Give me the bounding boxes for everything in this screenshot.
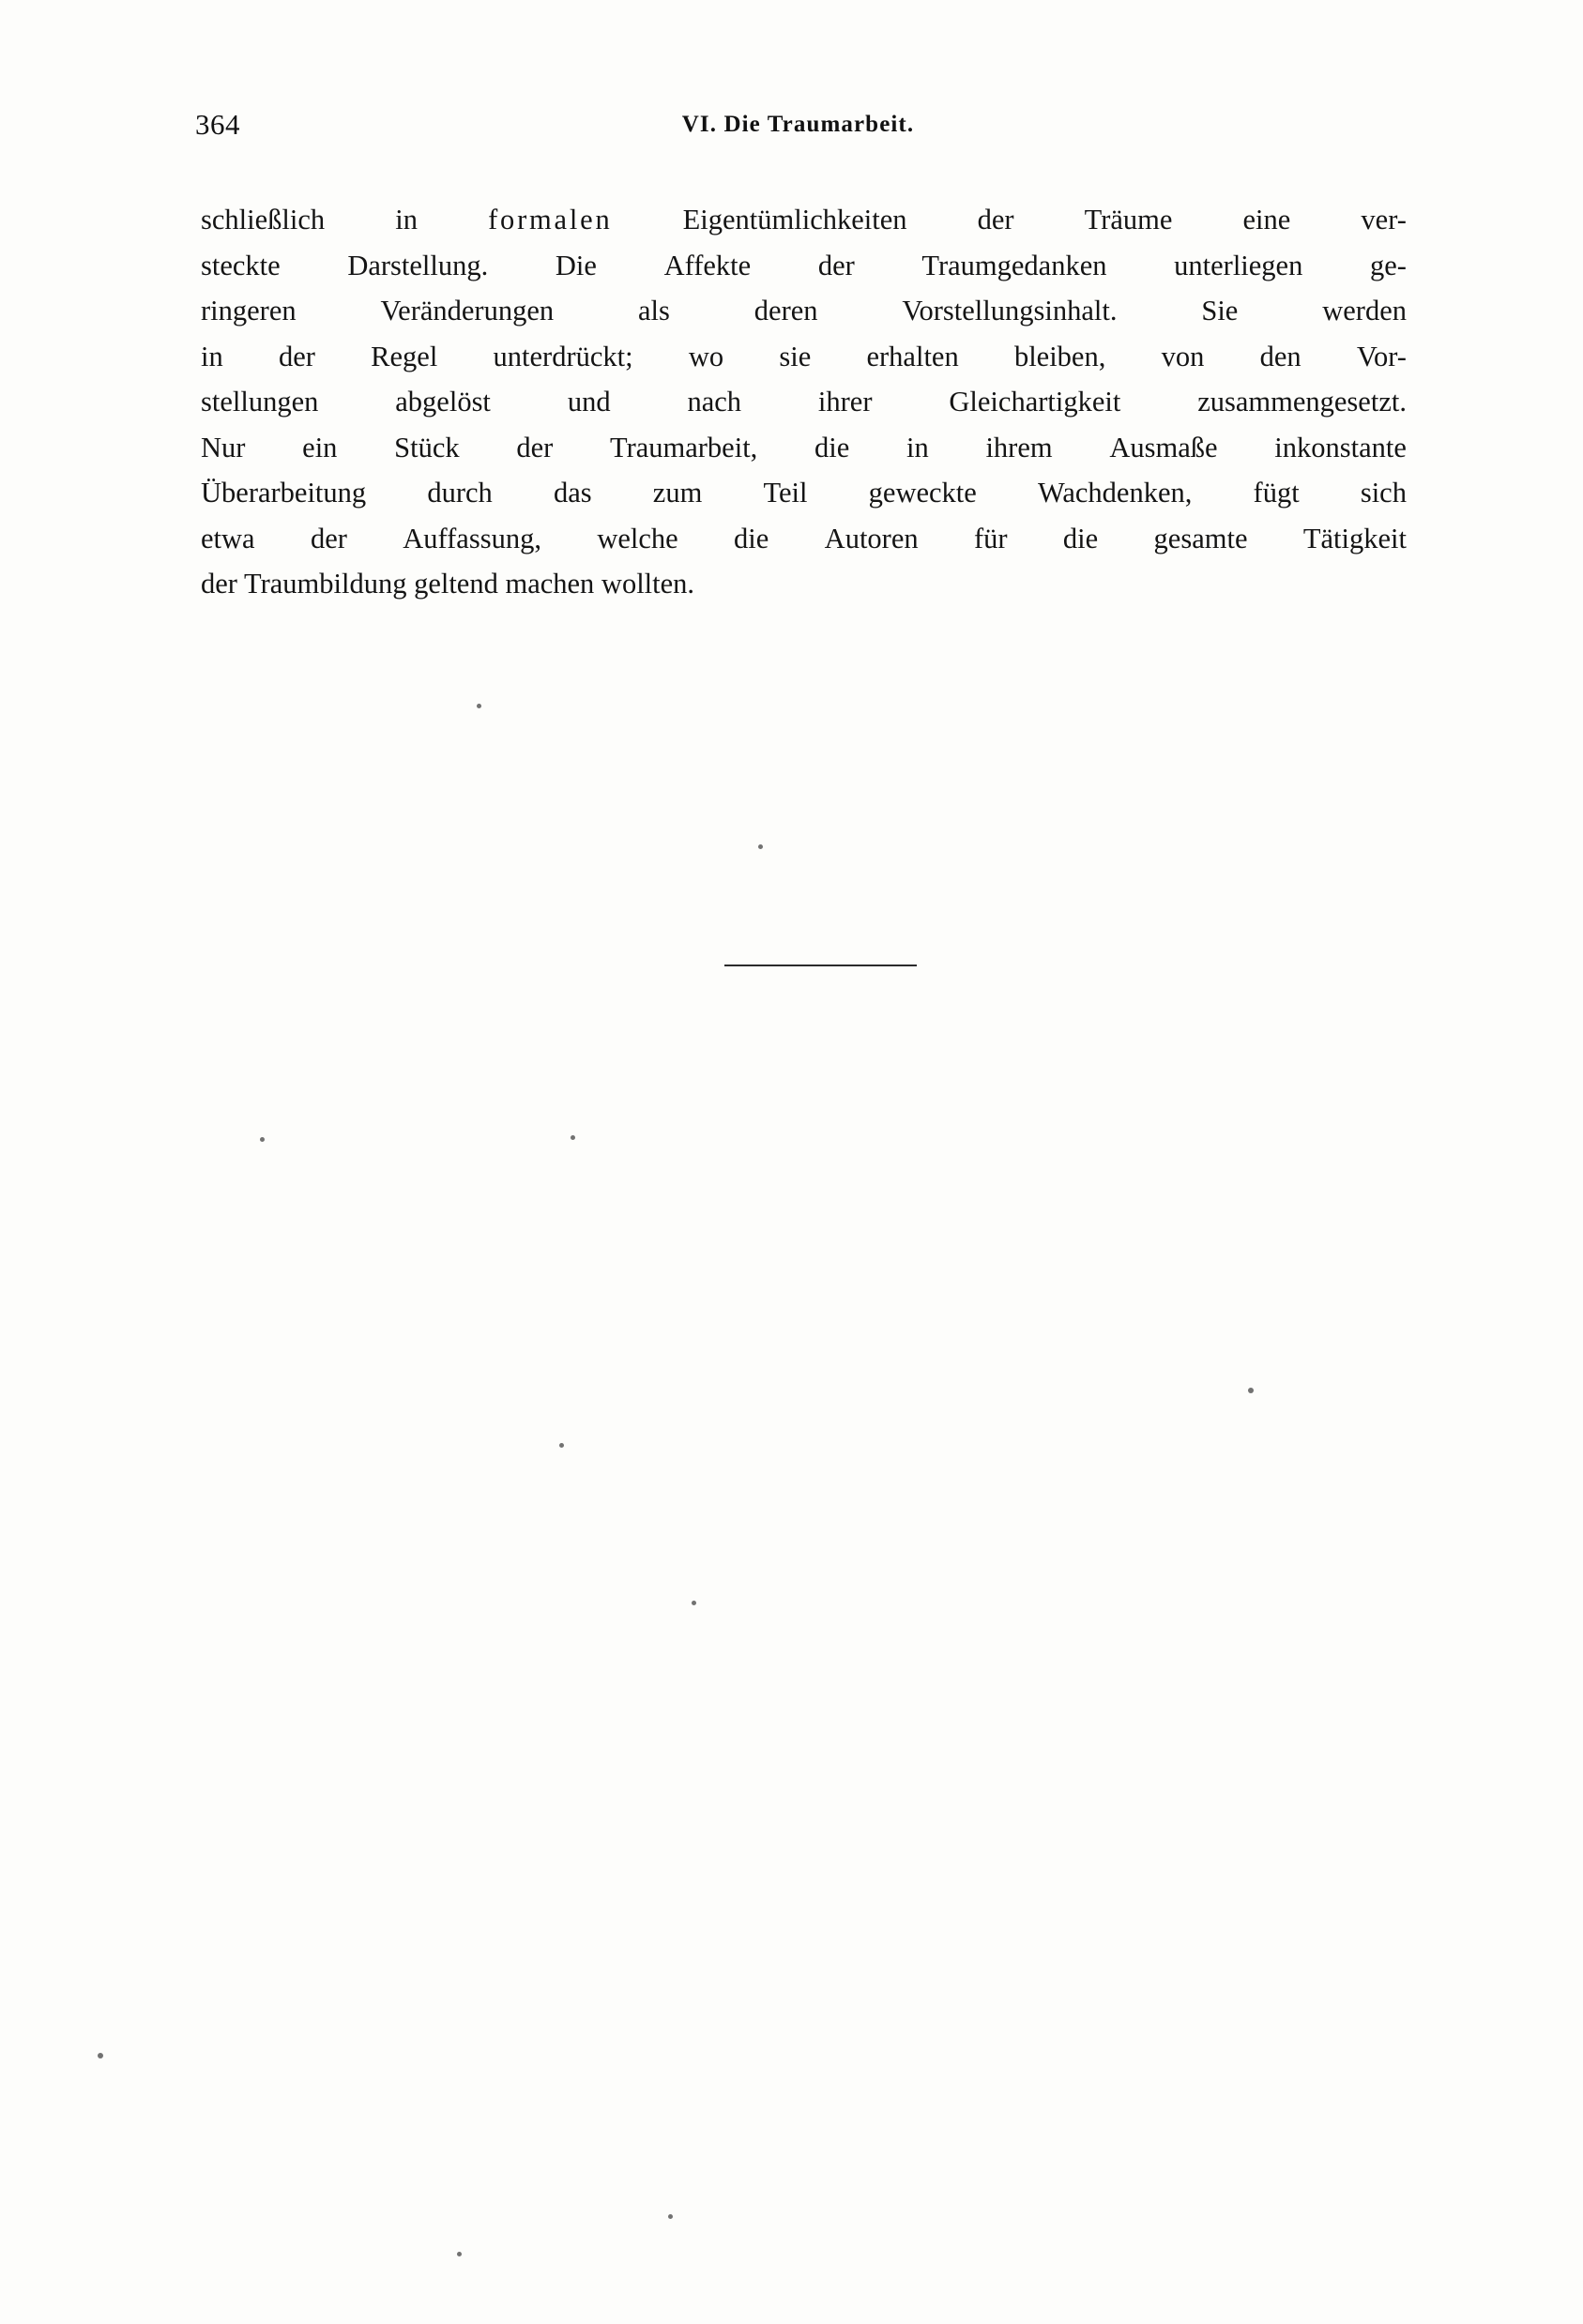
scan-speck-icon: [1248, 1388, 1254, 1393]
word: ringeren: [201, 295, 297, 327]
body-text-block: [201, 197, 1407, 607]
word: schließlich: [201, 204, 326, 235]
word: der: [278, 340, 315, 372]
word: der: [977, 204, 1014, 235]
paragraph: [201, 197, 1407, 607]
word: Darstellung.: [347, 249, 489, 281]
scan-speck-icon: [260, 1137, 265, 1142]
word: Stück: [394, 431, 460, 463]
word: Überarbeitung: [201, 477, 367, 509]
word: Traumgedanken: [921, 249, 1107, 281]
word: erhalten: [866, 340, 959, 372]
word: Vorstellungsinhalt.: [902, 295, 1118, 327]
word: der: [310, 522, 347, 554]
word: als: [638, 295, 670, 327]
running-head: [195, 108, 1401, 145]
word: Sie: [1201, 295, 1239, 327]
word: deren: [753, 295, 818, 327]
text-line: [201, 425, 1407, 471]
word: Auffassung,: [403, 522, 541, 554]
word: abgelöst: [395, 386, 491, 418]
text-line: [201, 334, 1407, 380]
word: zusammengesetzt.: [1197, 386, 1407, 418]
word: für: [973, 522, 1008, 554]
word: Ausmaße: [1109, 431, 1218, 463]
word: Autoren: [824, 522, 919, 554]
word: die: [1062, 522, 1099, 554]
word: in: [395, 204, 418, 235]
word: durch: [427, 477, 493, 509]
word: ein: [302, 431, 338, 463]
text-line-last: der Traumbildung geltend machen wollten.: [201, 568, 695, 600]
word: in: [906, 431, 929, 463]
section-divider-rule: [724, 965, 917, 966]
word-emphasized: formalen: [488, 204, 613, 235]
word: bleiben,: [1013, 340, 1106, 372]
word: zum: [652, 477, 703, 509]
word: Träume: [1084, 204, 1173, 235]
word: den: [1259, 340, 1301, 372]
word: die: [814, 431, 850, 463]
word: das: [553, 477, 592, 509]
word: ge-: [1370, 249, 1407, 281]
word: sie: [779, 340, 812, 372]
word: Die: [555, 249, 597, 281]
word: unterdrückt;: [493, 340, 633, 372]
scan-speck-icon: [559, 1443, 564, 1448]
word: Regel: [371, 340, 438, 372]
text-line: [201, 288, 1407, 334]
text-line: [201, 516, 1407, 562]
word: Gleichartigkeit: [949, 386, 1121, 418]
word: nach: [687, 386, 742, 418]
page-number: 364: [195, 108, 240, 141]
word: stellungen: [201, 386, 319, 418]
word: eine: [1242, 204, 1291, 235]
word: Tätigkeit: [1302, 522, 1407, 554]
word: etwa: [201, 522, 255, 554]
word: in: [201, 340, 223, 372]
word: Affekte: [663, 249, 752, 281]
scan-speck-icon: [692, 1601, 696, 1605]
word: fügt: [1253, 477, 1300, 509]
scan-speck-icon: [668, 2214, 673, 2219]
word: Traumarbeit,: [610, 431, 758, 463]
word: welche: [597, 522, 678, 554]
text-line: [201, 379, 1407, 425]
text-line: [201, 470, 1407, 516]
word: gesamte: [1153, 522, 1248, 554]
chapter-running-title: VI. Die Traumarbeit.: [681, 112, 915, 137]
word: ihrer: [817, 386, 873, 418]
scan-speck-icon: [457, 2252, 462, 2256]
word: sich: [1360, 477, 1407, 509]
word: wo: [688, 340, 724, 372]
word: Wachdenken,: [1037, 477, 1193, 509]
word: ihrem: [985, 431, 1053, 463]
word: ver-: [1361, 204, 1407, 235]
word: Eigentümlichkeiten: [682, 204, 907, 235]
word: und: [567, 386, 611, 418]
scan-speck-icon: [98, 2053, 103, 2058]
word: Vor-: [1356, 340, 1407, 372]
word: unterliegen: [1174, 249, 1303, 281]
scan-speck-icon: [758, 844, 763, 849]
word: werden: [1322, 295, 1407, 327]
word: inkonstante: [1274, 431, 1407, 463]
text-line: [201, 197, 1407, 243]
word: von: [1161, 340, 1205, 372]
word: geweckte: [868, 477, 977, 509]
scan-speck-icon: [571, 1135, 575, 1140]
text-line: [201, 243, 1407, 289]
word: Teil: [763, 477, 808, 509]
word: steckte: [201, 249, 281, 281]
word: Nur: [201, 431, 246, 463]
scan-speck-icon: [477, 704, 481, 708]
word: der: [817, 249, 855, 281]
word: die: [734, 522, 769, 554]
word: der: [516, 431, 554, 463]
word: Veränderungen: [380, 295, 555, 327]
